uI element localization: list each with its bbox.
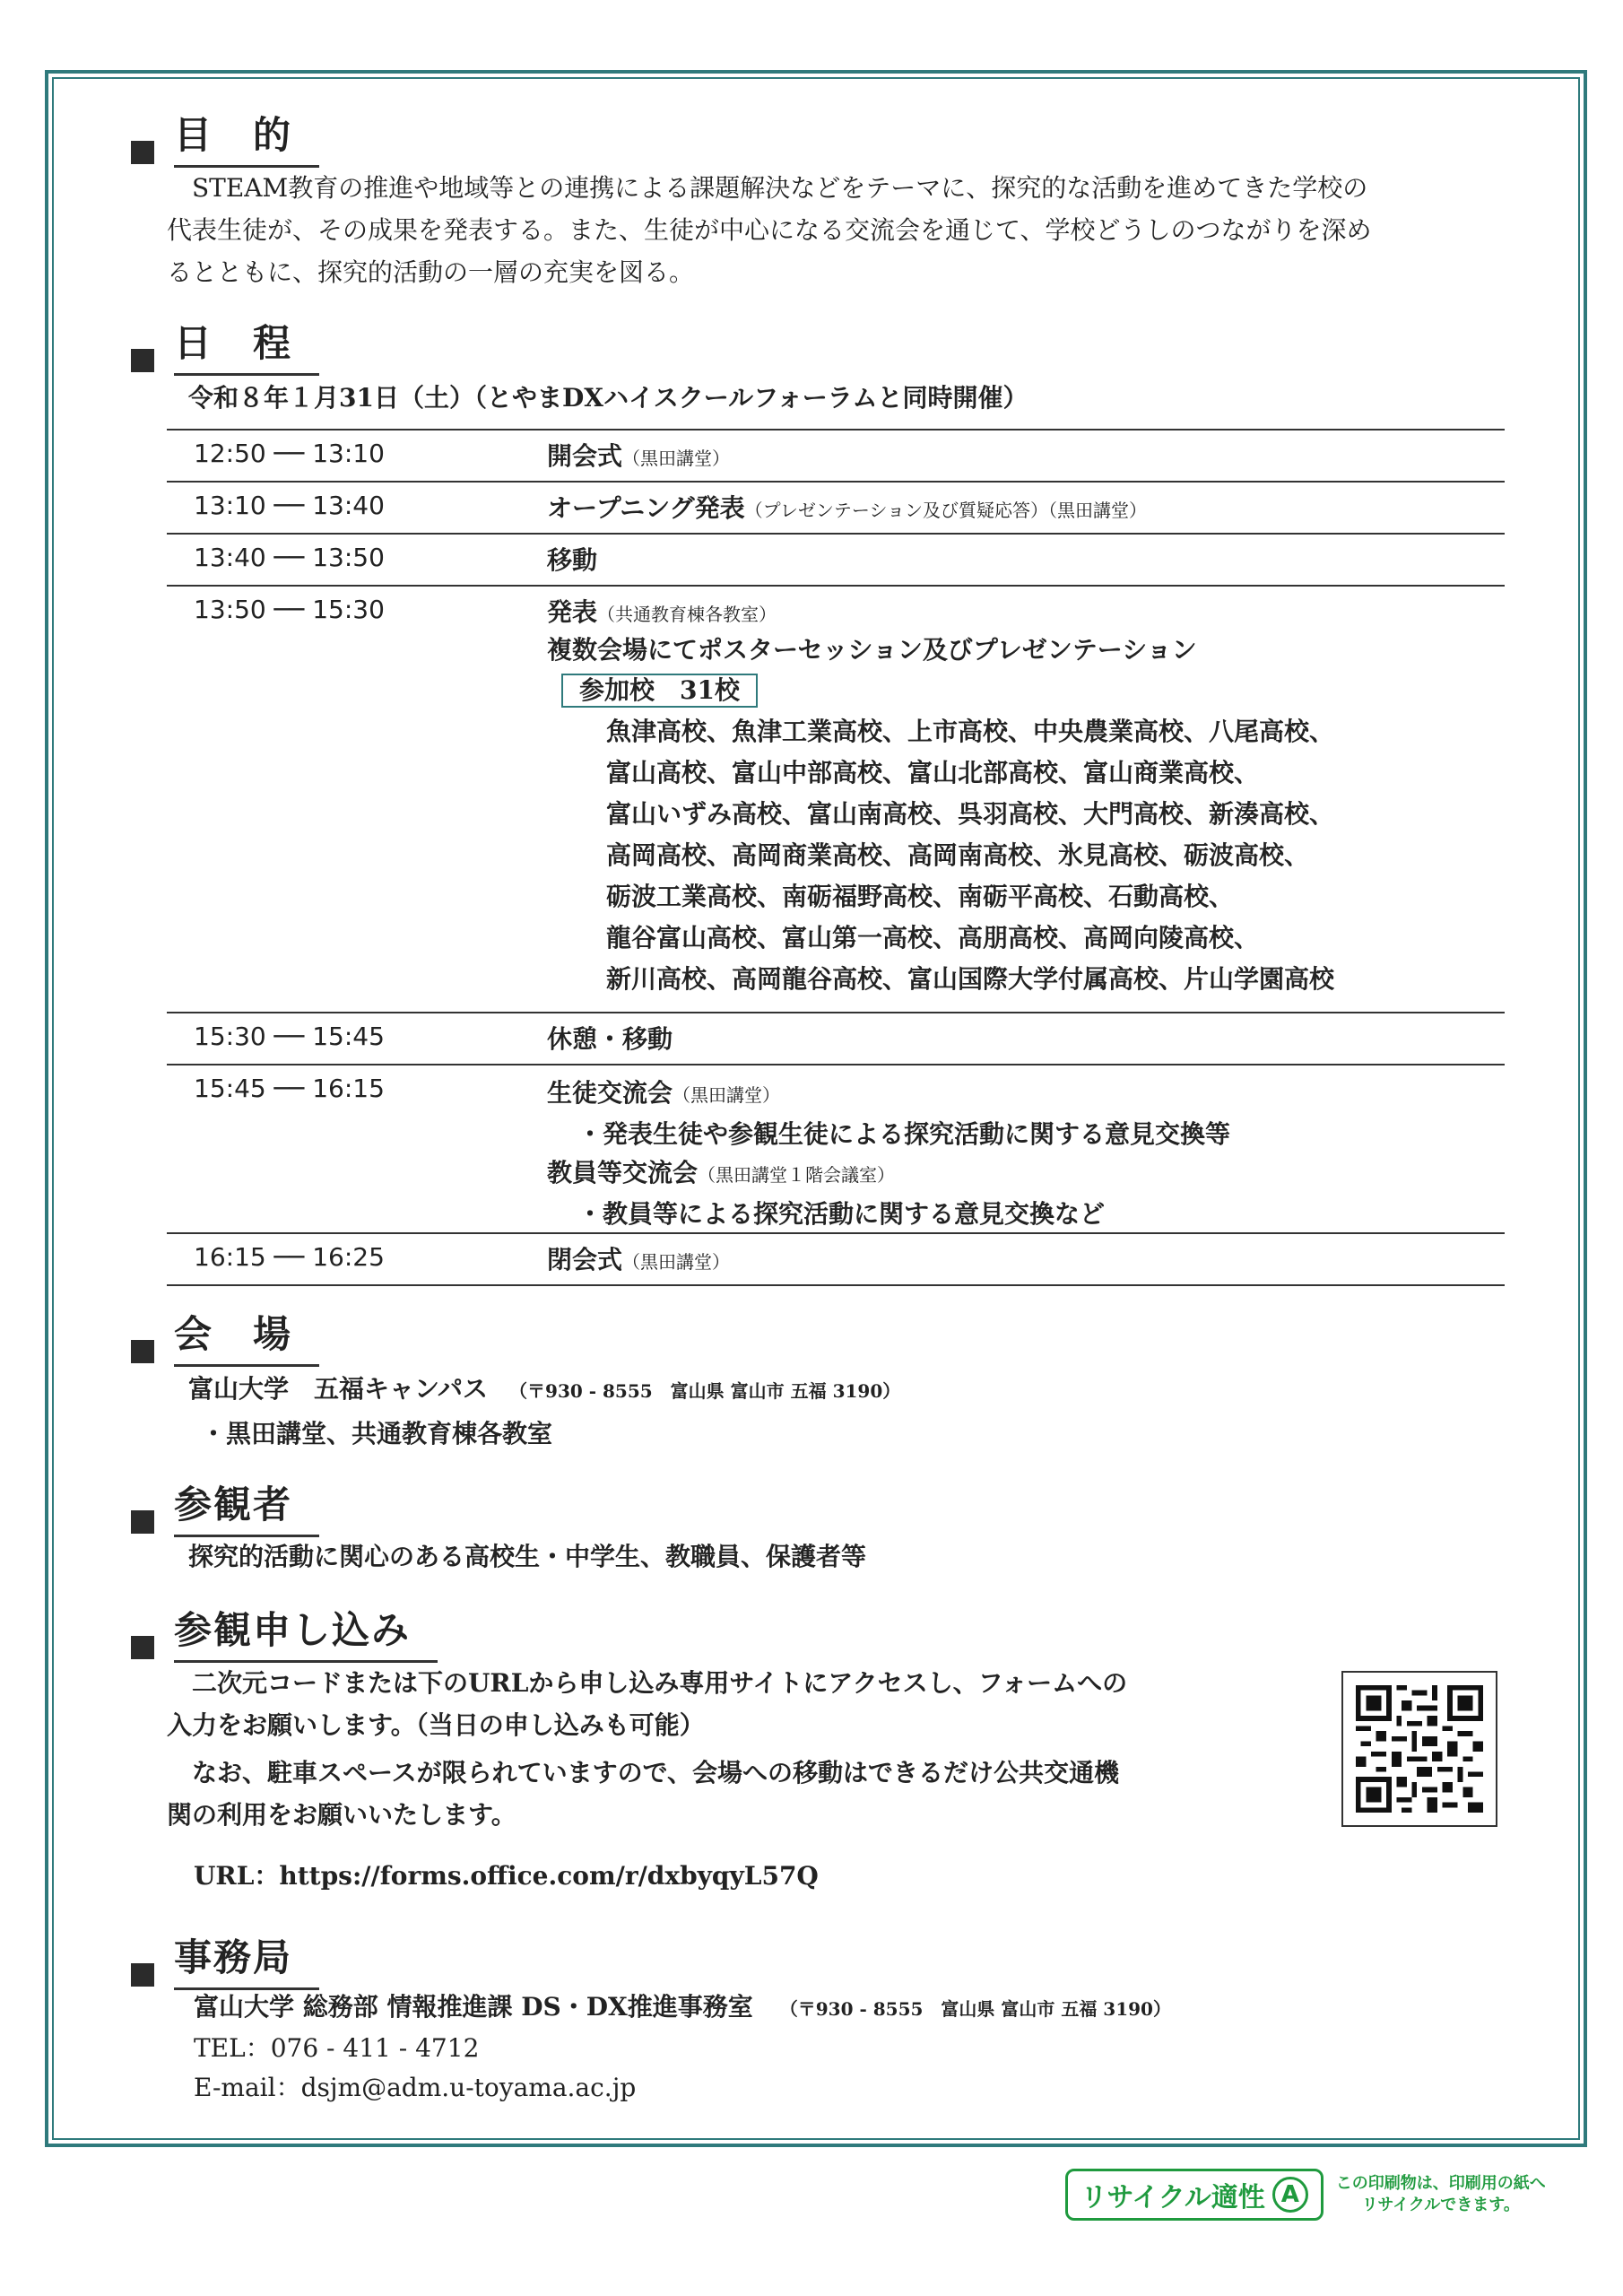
time-range: 15:30 ── 15:45: [194, 1022, 385, 1051]
office-text: 富山大学 総務部 情報推進課 DS・DX推進事務室 （〒930 - 8555 富山県 富山市 五福 3190） TEL：076 - 411 - 4712 E-mail：dsjm@adm.u-toyama.ac.jp: [194, 1987, 1171, 2108]
office-email[interactable]: E-mail：dsjm@adm.u-toyama.ac.jp: [194, 2073, 637, 2102]
qr-code-icon[interactable]: [1341, 1671, 1497, 1827]
schedule-table: [167, 429, 1505, 1286]
recycle-mark: [1065, 2169, 1546, 2221]
table-row: 13:10 ── 13:40 オープニング発表（プレゼンテーション及び質疑応答）（黒田講堂）: [167, 481, 1505, 533]
section-title: 参観者: [174, 1475, 319, 1537]
table-row: 13:50 ── 15:30 発表（共通教育棟各教室） 複数会場にてポスターセッション及びプレゼンテーション 参加校 31校 魚津高校、魚津工業高校、上市高校、中央農業高校、八尾高校、 富山高校、富山中部高校、富山北部高校、富山商業高校、 富山いずみ高校、富山南高校、呉羽高校、大門高校、新湊高校、 高岡高校、高岡商業高校、高岡南高校、氷見高校、砺波高校、 砺波工業高校、南砺福野高校、南砺平高校、石動高校、 龍谷富山高校、富山第一高校、高朋高校、高岡向陵高校、 新川高校、高岡龍谷高校、富山国際大学付属高校、片山学園高校: [167, 585, 1505, 1012]
recycle-badge: リサイクル適性 A: [1065, 2169, 1324, 2221]
square-bullet-icon: [131, 1636, 154, 1659]
recycle-a-icon: A: [1272, 2177, 1308, 2213]
square-bullet-icon: [131, 1963, 154, 1987]
application-text: 二次元コードまたは下のURLから申し込み専用サイトにアクセスし、フォームへの 入力をお願いします。（当日の申し込みも可能） なお、駐車スペースが限られていますので、会場への移動はできるだけ公共交通機 関の利用をお願いいたします。: [167, 1668, 1128, 1830]
time-range: 15:45 ── 16:15: [194, 1074, 385, 1103]
section-title: 日 程: [174, 314, 319, 376]
schools-badge: 参加校 31校: [561, 674, 758, 708]
purpose-text: STEAM教育の推進や地域等との連携による課題解決などをテーマに、探究的な活動を進めてきた学校の 代表生徒が、その成果を発表する。また、生徒が中心になる交流会を通じて、学校どうしのつながりを深め るとともに、探究的活動の一層の充実を図る。: [167, 173, 1372, 287]
square-bullet-icon: [131, 1340, 154, 1363]
section-title: 事務局: [174, 1928, 319, 1990]
section-venue-header: [131, 1305, 319, 1367]
section-title: 会 場: [174, 1305, 319, 1367]
recycle-note: この印刷物は、印刷用の紙へ リサイクルできます。: [1335, 2174, 1546, 2214]
time-range: 13:10 ── 13:40: [194, 491, 385, 520]
venue-text: 富山大学 五福キャンパス （〒930 - 8555 富山県 富山市 五福 3190） ・黒田講堂、共通教育棟各教室: [188, 1374, 901, 1448]
section-title: 参観申し込み: [174, 1601, 438, 1663]
section-audience-header: [131, 1475, 319, 1537]
table-row: 12:50 ── 13:10 開会式（黒田講堂）: [167, 429, 1505, 481]
section-office-header: [131, 1928, 319, 1990]
section-title: 目 的: [174, 106, 319, 168]
table-row: 16:15 ── 16:25 閉会式（黒田講堂）: [167, 1232, 1505, 1286]
schools-list: 魚津高校、魚津工業高校、上市高校、中央農業高校、八尾高校、 富山高校、富山中部高校、富山北部高校、富山商業高校、 富山いずみ高校、富山南高校、呉羽高校、大門高校、新湊高校、 高岡高校、高岡商業高校、高岡南高校、氷見高校、砺波高校、 砺波工業高校、南砺福野高校、南砺平高校、石動高校、 龍谷富山高校、富山第一高校、高朋高校、高岡向陵高校、 新川高校、高岡龍谷高校、富山国際大学付属高校、片山学園高校: [606, 717, 1335, 994]
time-range: 13:40 ── 13:50: [194, 543, 385, 572]
section-application-header: [131, 1601, 438, 1663]
application-url[interactable]: URL：https://forms.office.com/r/dxbyqyL57Q: [194, 1861, 819, 1891]
time-range: 13:50 ── 15:30: [194, 595, 385, 624]
table-row: 15:45 ── 16:15 生徒交流会（黒田講堂） ・発表生徒や参観生徒による探究活動に関する意見交換等 教員等交流会（黒田講堂１階会議室） ・教員等による探究活動に関する意見交換など: [167, 1064, 1505, 1232]
time-range: 12:50 ── 13:10: [194, 439, 385, 468]
table-row: 15:30 ── 15:45 休憩・移動: [167, 1012, 1505, 1064]
square-bullet-icon: [131, 1510, 154, 1534]
square-bullet-icon: [131, 349, 154, 372]
schedule-date: 令和８年１月31日（土）（とやまDXハイスクールフォーラムと同時開催）: [188, 383, 1028, 413]
section-purpose-header: [131, 106, 319, 168]
audience-text: 探究的活動に関心のある高校生・中学生、教職員、保護者等: [188, 1542, 867, 1571]
section-schedule-header: [131, 314, 319, 376]
table-row: 13:40 ── 13:50 移動: [167, 533, 1505, 585]
time-range: 16:15 ── 16:25: [194, 1242, 385, 1272]
square-bullet-icon: [131, 141, 154, 164]
